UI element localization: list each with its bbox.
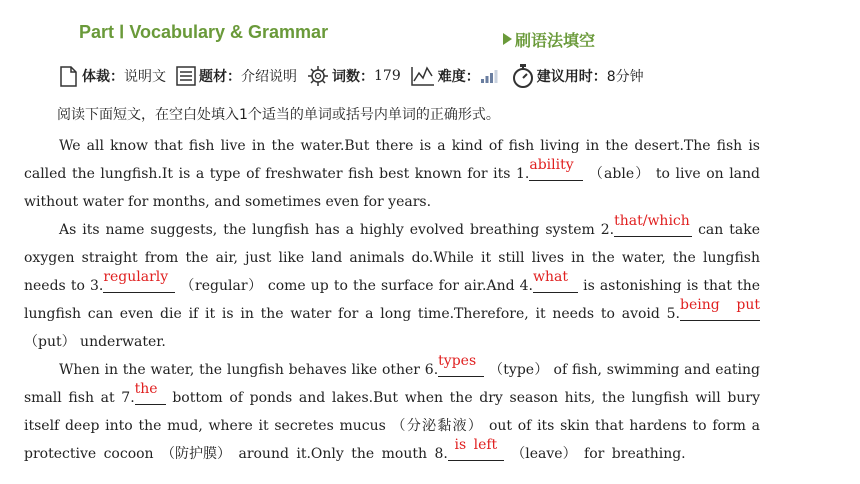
answer-blank-3[interactable] [103,269,175,293]
passage-line: called the lungfish.It is a type of freshwater fish best known for its 1. ability （able） to live on land [24,157,760,182]
answer-8: is left [454,437,498,453]
passage-line: without water for months, and sometimes even for years. [24,194,432,210]
passage-line: small fish at 7. the bottom of ponds and lakes.But when the dry season hits, the lungfish will bury [24,381,761,406]
answer-blank-1[interactable] [529,157,583,181]
passage-meta-bar [58,62,653,90]
suggested-time-value: 8分钟 [606,69,644,85]
section-title: Part Ⅰ Vocabulary & Grammar [79,22,329,42]
topic-value: 介绍说明 [241,69,297,85]
passage-line: （put） underwater. [24,334,166,350]
passage-line: oxygen straight from the air, just like land animals do.While it still lives in the water, the lungfish [24,250,760,266]
genre-value: 说明文 [124,69,166,85]
answer-1: ability [529,157,574,173]
exercise-type-tag [503,28,595,51]
word-count-value: 179 [374,68,401,84]
trend-chart-icon [410,64,436,88]
difficulty-key: 难度： [437,69,480,85]
genre-key: 体裁： [82,69,124,85]
answer-blank-7[interactable] [134,381,166,405]
answer-5: being put [680,297,760,313]
gear-icon [306,64,330,88]
answer-blank-5[interactable] [680,297,760,321]
word-count-key: 词数： [332,69,374,85]
answer-6: types [438,353,477,369]
passage-line: We all know that fish live in the water.But there is a kind of fish living in the desert.The fish is [59,138,760,154]
suggested-time-key: 建议用时： [536,69,607,85]
passage-line: protective cocoon （防护膜） around it.Only the mouth 8. is left （leave） for breathing. [24,437,686,462]
answer-blank-2[interactable] [614,213,692,237]
answer-4: what [533,269,568,285]
answer-7: the [134,381,158,397]
answer-3: regularly [103,269,169,285]
instruction-text: 阅读下面短文，在空白处填入1个适当的单词或括号内单词的正确形式。 [57,107,500,123]
signal-bars-icon [480,68,500,84]
passage-line: lungfish can even die if it is in the water for a long time.Therefore, it needs to avoid 5. being put [24,297,760,322]
passage-line: When in the water, the lungfish behaves like other 6. types （type） of fish, swimming and eating [59,353,760,378]
exercise-type-label: 刷语法填空 [515,33,596,50]
passage-line: needs to 3. regularly （regular） come up to the surface for air.And 4. what is astonishing is that the [24,269,761,294]
passage-line: As its name suggests, the lungfish has a highly evolved breathing system 2. that/which can take [59,213,760,238]
triangle-icon [503,33,512,45]
document-icon [58,64,80,88]
answer-blank-4[interactable] [533,269,578,293]
stopwatch-icon [511,63,535,89]
answer-2: that/which [614,213,690,229]
answer-blank-8[interactable] [448,437,504,461]
topic-key: 题材： [199,69,241,85]
list-icon [175,64,197,88]
passage-line: itself deep into the mud, where it secretes mucus （分泌黏液） out of its skin that hardens to form a [24,418,760,434]
answer-blank-6[interactable] [438,353,484,377]
